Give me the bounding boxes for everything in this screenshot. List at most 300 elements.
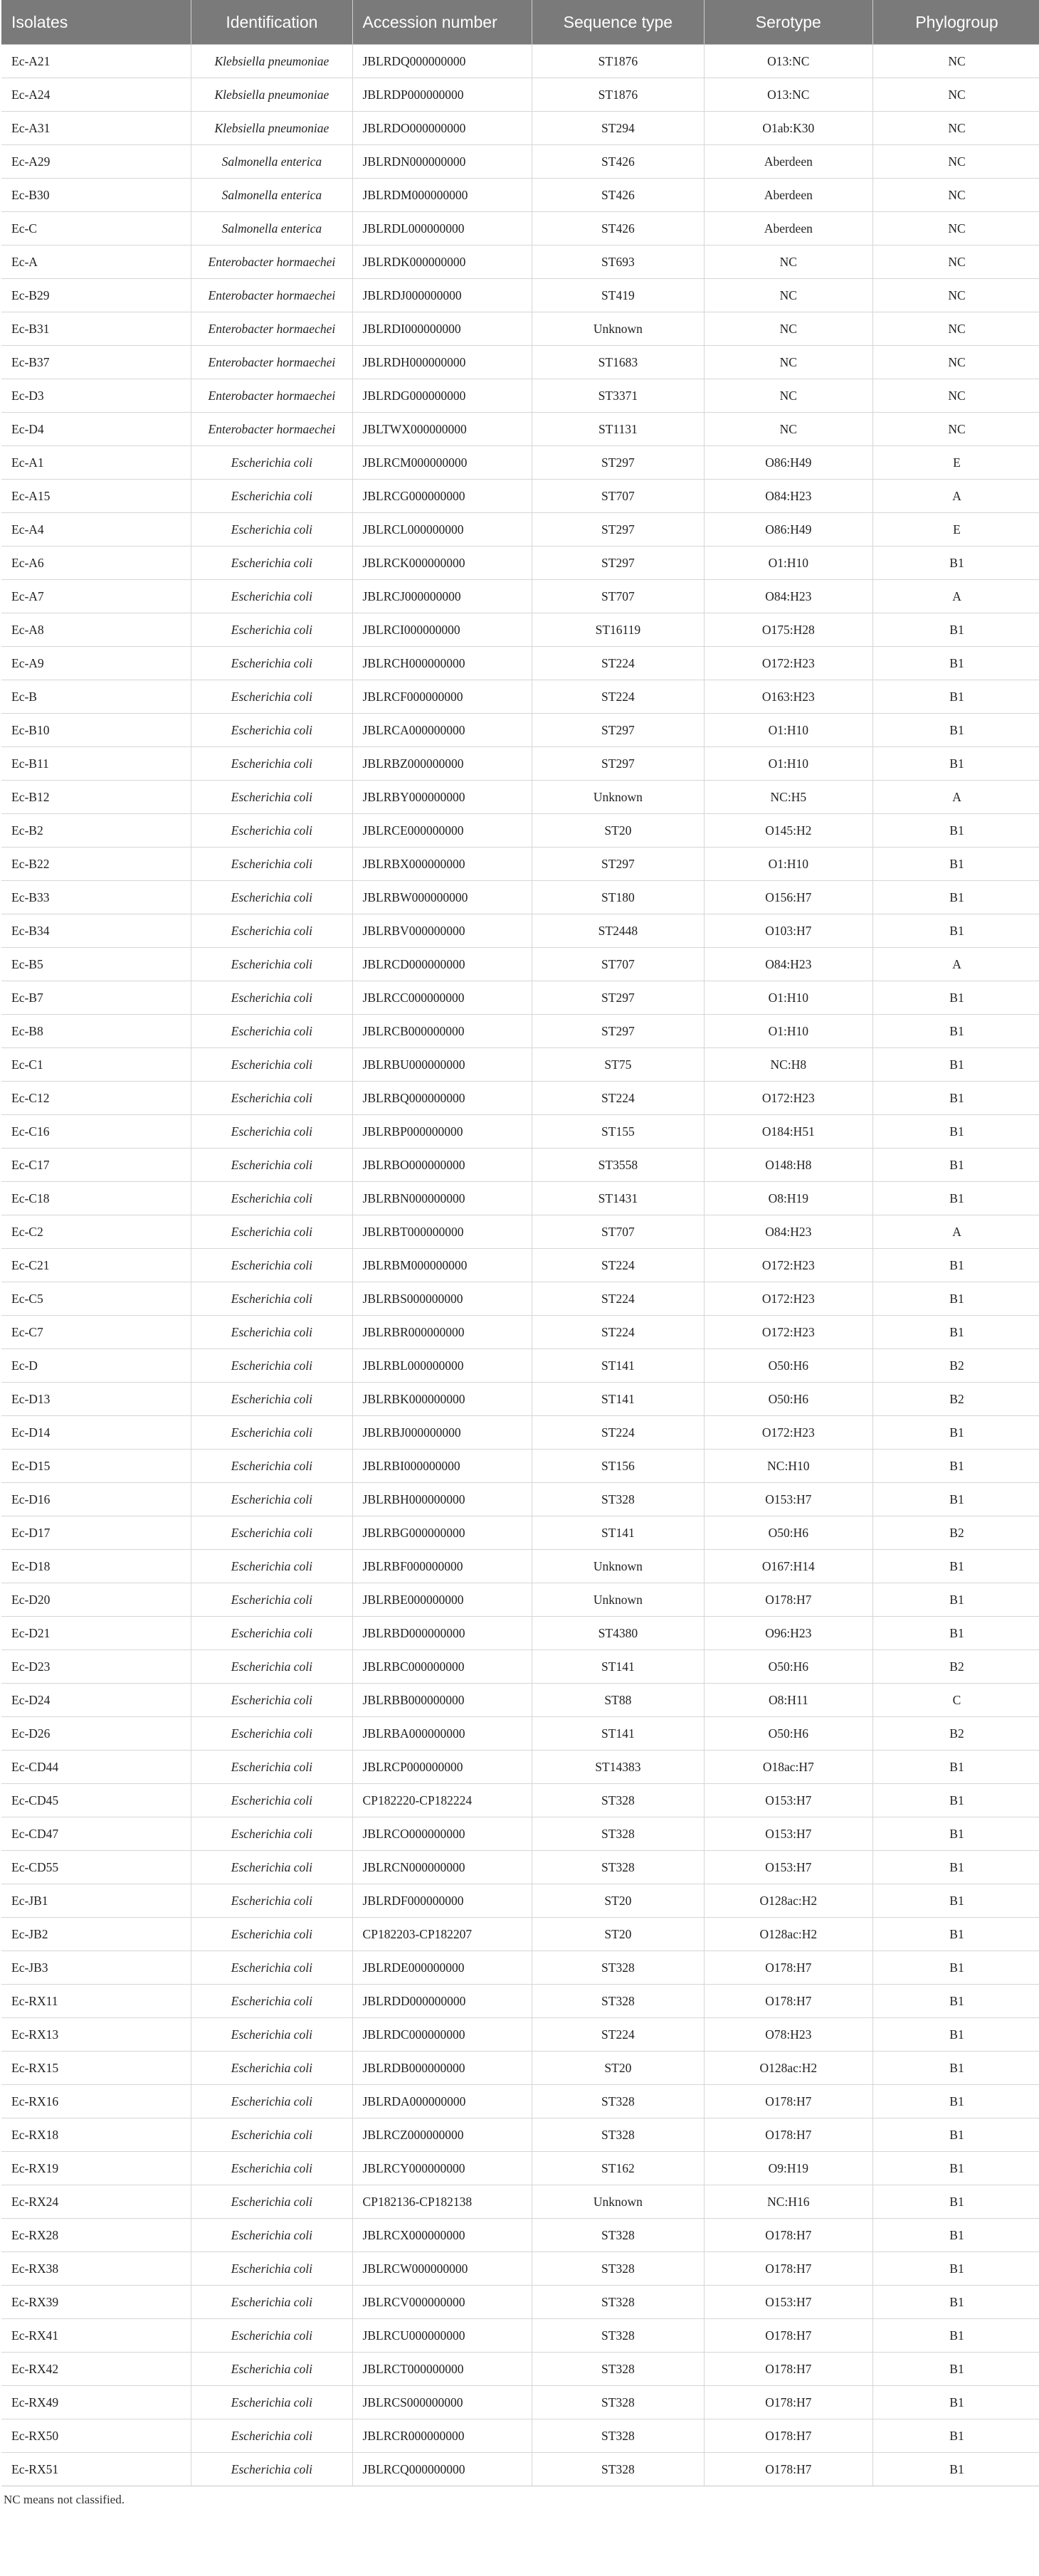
table-row: [1, 2353, 1039, 2386]
table-row: [1, 346, 1039, 379]
table-row: [1, 1015, 1039, 1048]
accession-cell: JBLRBL000000000: [352, 1349, 532, 1383]
accession-cell: JBLRDQ000000000: [352, 45, 532, 78]
accession-cell: JBLRDM000000000: [352, 179, 532, 212]
sequence-type-cell: ST180: [532, 881, 704, 914]
column-header-accession-number: Accession number: [352, 0, 532, 45]
sequence-type-cell: ST224: [532, 680, 704, 714]
sequence-type-cell: ST224: [532, 1416, 704, 1450]
accession-cell: CP182136-CP182138: [352, 2185, 532, 2219]
identification-cell: Enterobacter hormaechei: [191, 312, 352, 346]
isolate-cell: Ec-JB3: [1, 1951, 191, 1985]
isolate-cell: Ec-A21: [1, 45, 191, 78]
isolate-cell: Ec-CD55: [1, 1851, 191, 1884]
accession-cell: JBLRBU000000000: [352, 1048, 532, 1082]
accession-cell: JBLRCA000000000: [352, 714, 532, 747]
serotype-cell: O128ac:H2: [704, 1918, 872, 1951]
sequence-type-cell: ST141: [532, 1717, 704, 1751]
table-row: [1, 781, 1039, 814]
sequence-type-cell: ST297: [532, 981, 704, 1015]
isolate-cell: Ec-C2: [1, 1215, 191, 1249]
phylogroup-cell: B1: [873, 2085, 1039, 2118]
accession-cell: JBLRDG000000000: [352, 379, 532, 413]
phylogroup-cell: B1: [873, 1985, 1039, 2018]
serotype-cell: O153:H7: [704, 1784, 872, 1817]
identification-cell: Enterobacter hormaechei: [191, 279, 352, 312]
table-row: [1, 212, 1039, 246]
identification-cell: Escherichia coli: [191, 1048, 352, 1082]
table-row: [1, 981, 1039, 1015]
isolate-cell: Ec-B31: [1, 312, 191, 346]
phylogroup-cell: B1: [873, 1450, 1039, 1483]
identification-cell: Escherichia coli: [191, 2118, 352, 2152]
serotype-cell: O145:H2: [704, 814, 872, 848]
accession-cell: JBLRCJ000000000: [352, 580, 532, 613]
accession-cell: JBLRBV000000000: [352, 914, 532, 948]
phylogroup-cell: B1: [873, 1951, 1039, 1985]
serotype-cell: O1:H10: [704, 848, 872, 881]
isolate-cell: Ec-A6: [1, 547, 191, 580]
phylogroup-cell: NC: [873, 312, 1039, 346]
accession-cell: CP182203-CP182207: [352, 1918, 532, 1951]
phylogroup-cell: NC: [873, 246, 1039, 279]
identification-cell: Escherichia coli: [191, 848, 352, 881]
sequence-type-cell: ST297: [532, 714, 704, 747]
serotype-cell: O178:H7: [704, 2118, 872, 2152]
identification-cell: Salmonella enterica: [191, 179, 352, 212]
sequence-type-cell: ST2448: [532, 914, 704, 948]
table-row: [1, 1282, 1039, 1316]
identification-cell: Enterobacter hormaechei: [191, 413, 352, 446]
identification-cell: Escherichia coli: [191, 1015, 352, 1048]
phylogroup-cell: A: [873, 580, 1039, 613]
serotype-cell: NC: [704, 413, 872, 446]
isolate-cell: Ec-A29: [1, 145, 191, 179]
serotype-cell: O8:H11: [704, 1684, 872, 1717]
serotype-cell: O178:H7: [704, 2386, 872, 2419]
serotype-cell: O50:H6: [704, 1383, 872, 1416]
accession-cell: JBLRDI000000000: [352, 312, 532, 346]
isolate-cell: Ec-D18: [1, 1550, 191, 1583]
table-row: [1, 1048, 1039, 1082]
table-row: [1, 948, 1039, 981]
accession-cell: JBLRDN000000000: [352, 145, 532, 179]
isolate-cell: Ec-C17: [1, 1149, 191, 1182]
identification-cell: Escherichia coli: [191, 2219, 352, 2252]
identification-cell: Escherichia coli: [191, 2286, 352, 2319]
table-row: [1, 1951, 1039, 1985]
phylogroup-cell: B1: [873, 1182, 1039, 1215]
serotype-cell: O78:H23: [704, 2018, 872, 2052]
isolate-cell: Ec-A8: [1, 613, 191, 647]
isolate-cell: Ec-C21: [1, 1249, 191, 1282]
serotype-cell: O153:H7: [704, 1483, 872, 1516]
accession-cell: JBLRBF000000000: [352, 1550, 532, 1583]
table-row: [1, 2018, 1039, 2052]
accession-cell: JBLRBI000000000: [352, 1450, 532, 1483]
sequence-type-cell: Unknown: [532, 2185, 704, 2219]
identification-cell: Escherichia coli: [191, 1316, 352, 1349]
serotype-cell: O178:H7: [704, 1985, 872, 2018]
serotype-cell: NC:H5: [704, 781, 872, 814]
table-row: [1, 246, 1039, 279]
table-row: [1, 2185, 1039, 2219]
isolate-cell: Ec-B37: [1, 346, 191, 379]
table-row: [1, 513, 1039, 547]
accession-cell: JBLRBR000000000: [352, 1316, 532, 1349]
isolate-cell: Ec-A1: [1, 446, 191, 480]
phylogroup-cell: B1: [873, 1115, 1039, 1149]
phylogroup-cell: A: [873, 948, 1039, 981]
phylogroup-cell: B1: [873, 881, 1039, 914]
isolate-cell: Ec-C5: [1, 1282, 191, 1316]
accession-cell: JBLRBY000000000: [352, 781, 532, 814]
phylogroup-cell: NC: [873, 179, 1039, 212]
table-row: [1, 613, 1039, 647]
phylogroup-cell: NC: [873, 112, 1039, 145]
phylogroup-cell: B1: [873, 1416, 1039, 1450]
sequence-type-cell: ST328: [532, 2353, 704, 2386]
serotype-cell: O178:H7: [704, 1951, 872, 1985]
sequence-type-cell: ST328: [532, 2319, 704, 2353]
serotype-cell: O84:H23: [704, 480, 872, 513]
phylogroup-cell: B1: [873, 2018, 1039, 2052]
accession-cell: JBLRCD000000000: [352, 948, 532, 981]
isolate-cell: Ec-D20: [1, 1583, 191, 1617]
serotype-cell: O175:H28: [704, 613, 872, 647]
table-row: [1, 2085, 1039, 2118]
serotype-cell: O167:H14: [704, 1550, 872, 1583]
serotype-cell: O153:H7: [704, 1817, 872, 1851]
table-row: [1, 1550, 1039, 1583]
isolates-table: [1, 0, 1039, 2486]
table-row: [1, 1684, 1039, 1717]
sequence-type-cell: ST3371: [532, 379, 704, 413]
sequence-type-cell: ST328: [532, 1851, 704, 1884]
serotype-cell: O172:H23: [704, 1249, 872, 1282]
table-row: [1, 379, 1039, 413]
serotype-cell: O50:H6: [704, 1650, 872, 1684]
phylogroup-cell: B1: [873, 2386, 1039, 2419]
serotype-cell: NC: [704, 312, 872, 346]
serotype-cell: NC:H8: [704, 1048, 872, 1082]
table-row: [1, 1985, 1039, 2018]
identification-cell: Escherichia coli: [191, 1516, 352, 1550]
table-row: [1, 112, 1039, 145]
serotype-cell: O172:H23: [704, 1316, 872, 1349]
serotype-cell: O50:H6: [704, 1516, 872, 1550]
phylogroup-cell: B1: [873, 1149, 1039, 1182]
sequence-type-cell: ST297: [532, 747, 704, 781]
accession-cell: JBLRBJ000000000: [352, 1416, 532, 1450]
isolate-cell: Ec-C16: [1, 1115, 191, 1149]
serotype-cell: O103:H7: [704, 914, 872, 948]
serotype-cell: O148:H8: [704, 1149, 872, 1182]
phylogroup-cell: B1: [873, 1851, 1039, 1884]
isolate-cell: Ec-B5: [1, 948, 191, 981]
accession-cell: JBLRDE000000000: [352, 1951, 532, 1985]
table-row: [1, 2419, 1039, 2453]
phylogroup-cell: B1: [873, 1082, 1039, 1115]
phylogroup-cell: B1: [873, 1583, 1039, 1617]
identification-cell: Escherichia coli: [191, 1884, 352, 1918]
identification-cell: Enterobacter hormaechei: [191, 346, 352, 379]
isolate-cell: Ec-D23: [1, 1650, 191, 1684]
isolate-cell: Ec-B2: [1, 814, 191, 848]
isolate-cell: Ec-A31: [1, 112, 191, 145]
accession-cell: JBLRDP000000000: [352, 78, 532, 112]
sequence-type-cell: ST224: [532, 1282, 704, 1316]
serotype-cell: O128ac:H2: [704, 1884, 872, 1918]
serotype-cell: O86:H49: [704, 446, 872, 480]
phylogroup-cell: B1: [873, 2252, 1039, 2286]
isolate-cell: Ec-A4: [1, 513, 191, 547]
identification-cell: Escherichia coli: [191, 781, 352, 814]
phylogroup-cell: NC: [873, 379, 1039, 413]
serotype-cell: O178:H7: [704, 2419, 872, 2453]
accession-cell: JBLRCF000000000: [352, 680, 532, 714]
identification-cell: Escherichia coli: [191, 2085, 352, 2118]
identification-cell: Escherichia coli: [191, 1583, 352, 1617]
column-header-sequence-type: Sequence type: [532, 0, 704, 45]
sequence-type-cell: ST224: [532, 2018, 704, 2052]
sequence-type-cell: ST88: [532, 1684, 704, 1717]
sequence-type-cell: ST328: [532, 1985, 704, 2018]
accession-cell: JBLRDO000000000: [352, 112, 532, 145]
serotype-cell: O172:H23: [704, 1282, 872, 1316]
serotype-cell: NC:H16: [704, 2185, 872, 2219]
serotype-cell: NC: [704, 346, 872, 379]
table-row: [1, 2319, 1039, 2353]
accession-cell: JBLRCR000000000: [352, 2419, 532, 2453]
sequence-type-cell: ST419: [532, 279, 704, 312]
sequence-type-cell: ST20: [532, 2052, 704, 2085]
isolate-cell: Ec-D26: [1, 1717, 191, 1751]
accession-cell: JBLRCC000000000: [352, 981, 532, 1015]
identification-cell: Escherichia coli: [191, 981, 352, 1015]
sequence-type-cell: ST297: [532, 1015, 704, 1048]
sequence-type-cell: ST328: [532, 1784, 704, 1817]
serotype-cell: O184:H51: [704, 1115, 872, 1149]
table-row: [1, 1349, 1039, 1383]
accession-cell: JBLRBP000000000: [352, 1115, 532, 1149]
phylogroup-cell: B2: [873, 1717, 1039, 1751]
table-row: [1, 914, 1039, 948]
sequence-type-cell: ST328: [532, 1951, 704, 1985]
serotype-cell: O50:H6: [704, 1717, 872, 1751]
phylogroup-cell: B1: [873, 647, 1039, 680]
isolate-cell: Ec-CD44: [1, 1751, 191, 1784]
phylogroup-cell: B1: [873, 914, 1039, 948]
table-row: [1, 2052, 1039, 2085]
accession-cell: JBLRCL000000000: [352, 513, 532, 547]
table-row: [1, 1617, 1039, 1650]
serotype-cell: O128ac:H2: [704, 2052, 872, 2085]
isolate-cell: Ec-A: [1, 246, 191, 279]
accession-cell: JBLRCQ000000000: [352, 2453, 532, 2486]
accession-cell: JBLRCU000000000: [352, 2319, 532, 2353]
isolate-cell: Ec-JB2: [1, 1918, 191, 1951]
accession-cell: JBLRCG000000000: [352, 480, 532, 513]
identification-cell: Escherichia coli: [191, 1383, 352, 1416]
identification-cell: Escherichia coli: [191, 1215, 352, 1249]
table-row: [1, 547, 1039, 580]
phylogroup-cell: NC: [873, 279, 1039, 312]
sequence-type-cell: Unknown: [532, 1583, 704, 1617]
phylogroup-cell: B1: [873, 613, 1039, 647]
table-row: [1, 1383, 1039, 1416]
phylogroup-cell: B2: [873, 1349, 1039, 1383]
table-row: [1, 2453, 1039, 2486]
accession-cell: JBLRBG000000000: [352, 1516, 532, 1550]
column-header-identification: Identification: [191, 0, 352, 45]
sequence-type-cell: ST141: [532, 1383, 704, 1416]
phylogroup-cell: B1: [873, 714, 1039, 747]
serotype-cell: O1:H10: [704, 547, 872, 580]
table-footnote: NC means not classified.: [4, 2493, 125, 2506]
sequence-type-cell: ST294: [532, 112, 704, 145]
serotype-cell: Aberdeen: [704, 179, 872, 212]
sequence-type-cell: ST426: [532, 212, 704, 246]
sequence-type-cell: ST141: [532, 1516, 704, 1550]
accession-cell: JBLRBN000000000: [352, 1182, 532, 1215]
sequence-type-cell: ST4380: [532, 1617, 704, 1650]
sequence-type-cell: ST1876: [532, 45, 704, 78]
identification-cell: Klebsiella pneumoniae: [191, 112, 352, 145]
isolate-cell: Ec-RX49: [1, 2386, 191, 2419]
accession-cell: JBLRDA000000000: [352, 2085, 532, 2118]
sequence-type-cell: ST1683: [532, 346, 704, 379]
identification-cell: Escherichia coli: [191, 2185, 352, 2219]
sequence-type-cell: ST156: [532, 1450, 704, 1483]
phylogroup-cell: B1: [873, 1483, 1039, 1516]
accession-cell: JBLRBC000000000: [352, 1650, 532, 1684]
identification-cell: Escherichia coli: [191, 1416, 352, 1450]
accession-cell: JBLRCS000000000: [352, 2386, 532, 2419]
isolate-cell: Ec-RX51: [1, 2453, 191, 2486]
isolate-cell: Ec-CD45: [1, 1784, 191, 1817]
isolate-cell: Ec-D14: [1, 1416, 191, 1450]
table-row: [1, 78, 1039, 112]
isolate-cell: Ec-RX19: [1, 2152, 191, 2185]
phylogroup-cell: NC: [873, 346, 1039, 379]
accession-cell: JBLRCM000000000: [352, 446, 532, 480]
accession-cell: JBLRBH000000000: [352, 1483, 532, 1516]
serotype-cell: NC: [704, 279, 872, 312]
serotype-cell: NC: [704, 379, 872, 413]
sequence-type-cell: ST707: [532, 948, 704, 981]
identification-cell: Escherichia coli: [191, 914, 352, 948]
phylogroup-cell: B2: [873, 1650, 1039, 1684]
sequence-type-cell: ST328: [532, 2386, 704, 2419]
sequence-type-cell: ST141: [532, 1650, 704, 1684]
isolate-cell: Ec-B8: [1, 1015, 191, 1048]
phylogroup-cell: B1: [873, 547, 1039, 580]
sequence-type-cell: ST16119: [532, 613, 704, 647]
phylogroup-cell: B1: [873, 1282, 1039, 1316]
isolate-cell: Ec-RX39: [1, 2286, 191, 2319]
serotype-cell: NC: [704, 246, 872, 279]
isolate-cell: Ec-RX38: [1, 2252, 191, 2286]
identification-cell: Escherichia coli: [191, 446, 352, 480]
serotype-cell: O84:H23: [704, 580, 872, 613]
accession-cell: JBLRBW000000000: [352, 881, 532, 914]
identification-cell: Escherichia coli: [191, 1282, 352, 1316]
accession-cell: JBLRBA000000000: [352, 1717, 532, 1751]
sequence-type-cell: ST707: [532, 1215, 704, 1249]
phylogroup-cell: NC: [873, 145, 1039, 179]
phylogroup-cell: B1: [873, 2419, 1039, 2453]
identification-cell: Escherichia coli: [191, 613, 352, 647]
phylogroup-cell: NC: [873, 413, 1039, 446]
identification-cell: Escherichia coli: [191, 1784, 352, 1817]
accession-cell: JBLRCN000000000: [352, 1851, 532, 1884]
serotype-cell: Aberdeen: [704, 212, 872, 246]
accession-cell: JBLRDC000000000: [352, 2018, 532, 2052]
accession-cell: JBLRCW000000000: [352, 2252, 532, 2286]
serotype-cell: O86:H49: [704, 513, 872, 547]
identification-cell: Escherichia coli: [191, 2018, 352, 2052]
table-header-row: [1, 0, 1039, 45]
serotype-cell: O178:H7: [704, 2319, 872, 2353]
sequence-type-cell: ST155: [532, 1115, 704, 1149]
table-row: [1, 1416, 1039, 1450]
isolate-cell: Ec-RX28: [1, 2219, 191, 2252]
phylogroup-cell: B1: [873, 2052, 1039, 2085]
accession-cell: JBLRCX000000000: [352, 2219, 532, 2252]
table-row: [1, 680, 1039, 714]
serotype-cell: O50:H6: [704, 1349, 872, 1383]
sequence-type-cell: ST3558: [532, 1149, 704, 1182]
accession-cell: JBLRCP000000000: [352, 1751, 532, 1784]
table-row: [1, 1115, 1039, 1149]
sequence-type-cell: ST297: [532, 513, 704, 547]
isolate-cell: Ec-B30: [1, 179, 191, 212]
accession-cell: JBLRCV000000000: [352, 2286, 532, 2319]
sequence-type-cell: ST328: [532, 2286, 704, 2319]
table-row: [1, 647, 1039, 680]
sequence-type-cell: ST297: [532, 848, 704, 881]
isolate-cell: Ec-RX42: [1, 2353, 191, 2386]
identification-cell: Escherichia coli: [191, 1082, 352, 1115]
table-body: [1, 45, 1039, 2486]
identification-cell: Escherichia coli: [191, 680, 352, 714]
isolate-cell: Ec-RX11: [1, 1985, 191, 2018]
accession-cell: JBLRBO000000000: [352, 1149, 532, 1182]
table-row: [1, 413, 1039, 446]
serotype-cell: O178:H7: [704, 2353, 872, 2386]
isolate-cell: Ec-RX13: [1, 2018, 191, 2052]
identification-cell: Escherichia coli: [191, 2319, 352, 2353]
table-row: [1, 1817, 1039, 1851]
serotype-cell: O153:H7: [704, 2286, 872, 2319]
identification-cell: Escherichia coli: [191, 2152, 352, 2185]
sequence-type-cell: ST1876: [532, 78, 704, 112]
sequence-type-cell: ST328: [532, 2453, 704, 2486]
isolate-cell: Ec-RX15: [1, 2052, 191, 2085]
phylogroup-cell: A: [873, 480, 1039, 513]
isolate-cell: Ec-A9: [1, 647, 191, 680]
accession-cell: JBLRDD000000000: [352, 1985, 532, 2018]
isolate-cell: Ec-D16: [1, 1483, 191, 1516]
accession-cell: JBLRCZ000000000: [352, 2118, 532, 2152]
table-row: [1, 848, 1039, 881]
identification-cell: Escherichia coli: [191, 814, 352, 848]
phylogroup-cell: B1: [873, 2185, 1039, 2219]
isolate-cell: Ec-D15: [1, 1450, 191, 1483]
accession-cell: JBLRBT000000000: [352, 1215, 532, 1249]
isolate-cell: Ec-D: [1, 1349, 191, 1383]
